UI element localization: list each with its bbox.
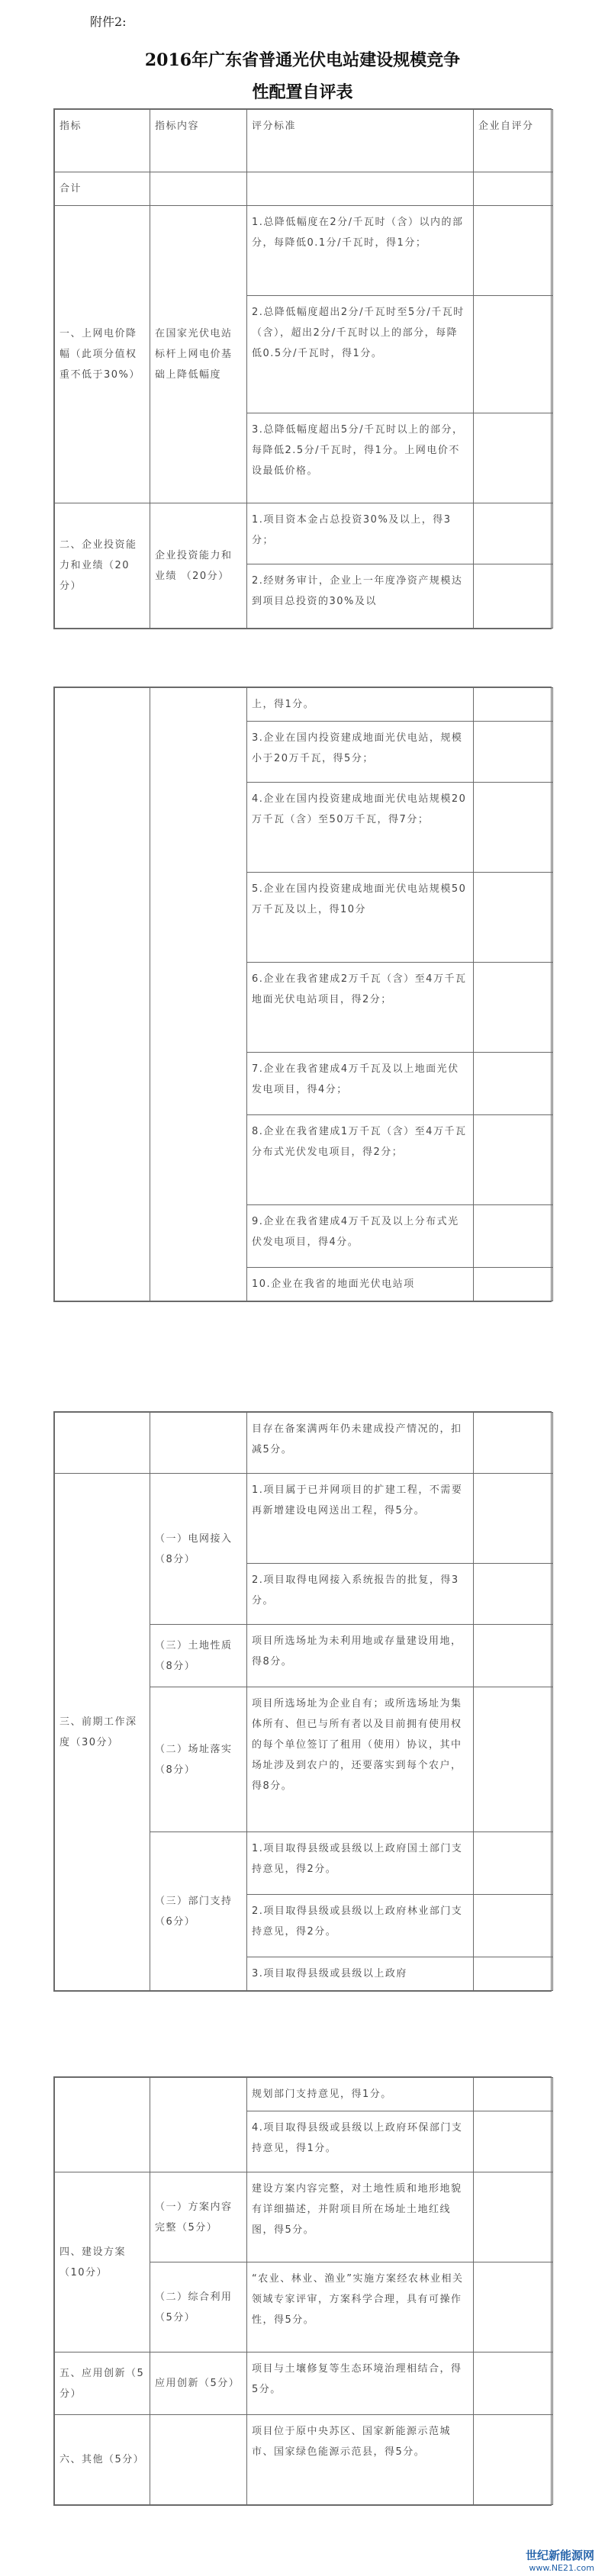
score-cell	[474, 783, 553, 873]
score-cell	[474, 503, 553, 564]
table-row	[55, 503, 553, 564]
table-row	[55, 2415, 553, 2505]
score-cell	[474, 1687, 553, 1832]
header-criteria: 评分标准	[247, 110, 474, 172]
score-cell	[474, 2352, 553, 2415]
criteria-cell: 规划部门支持意见，得1分。	[247, 2078, 474, 2111]
score-cell	[474, 688, 553, 722]
score-cell	[474, 2172, 553, 2262]
criteria-cell: 9.企业在我省建成4万千瓦及以上分布式光伏发电项目，得4分。	[247, 1205, 474, 1268]
header-indicator: 指标	[55, 110, 150, 172]
table-row	[55, 2172, 553, 2262]
score-cell	[474, 1564, 553, 1625]
criteria-cell: 4.企业在国内投资建成地面光伏电站规模20万千瓦（含）至50万千瓦，得7分；	[247, 783, 474, 873]
criteria-cell: 建设方案内容完整，对土地性质和地形地貌有详细描述，并附项目所在场址土地红线图，得5分。	[247, 2172, 474, 2262]
criteria-cell: 6.企业在我省建成2万千瓦（含）至4万千瓦地面光伏电站项目，得2分；	[247, 963, 474, 1053]
criteria-cell: 1.项目属于已并网项目的扩建工程，不需要再新增建设电网送出工程，得5分。	[247, 1474, 474, 1564]
criteria-cell: 2.经财务审计，企业上一年度净资产规模达到项目总投资的30%及以	[247, 564, 474, 629]
criteria-cell: 项目位于原中央苏区、国家新能源示范城市、国家绿色能源示范县，得5分。	[247, 2415, 474, 2505]
table-row	[55, 688, 553, 722]
sub-plan-complete: （一）方案内容完整（5分）	[150, 2172, 247, 2262]
indicator-other: 六、其他（5分）	[55, 2415, 150, 2505]
score-cell	[474, 722, 553, 783]
indicator-plan: 四、建设方案（10分）	[55, 2172, 150, 2352]
score-cell	[474, 1268, 553, 1301]
sub-land-nature: （三）土地性质（8分）	[150, 1625, 247, 1687]
score-cell	[474, 1895, 553, 1957]
criteria-cell: “农业、林业、渔业”实施方案经农林业相关领域专家评审，方案科学合理，具有可操作性，得5分。	[247, 2262, 474, 2352]
criteria-cell: 项目与土壤修复等生态环境治理相结合，得5分。	[247, 2352, 474, 2415]
criteria-cell: 8.企业在我省建成1万千瓦（含）至4万千瓦分布式光伏发电项目，得2分；	[247, 1115, 474, 1205]
total-label: 合计	[55, 172, 150, 206]
score-cell	[474, 2111, 553, 2172]
criteria-cell: 1.总降低幅度在2分/千瓦时（含）以内的部分，每降低0.1分/千瓦时，得1分；	[247, 206, 474, 296]
score-cell	[474, 1474, 553, 1564]
score-cell	[474, 2078, 553, 2111]
score-cell	[474, 1053, 553, 1115]
title-line-2: 性配置自评表	[252, 82, 353, 102]
table-row	[55, 2078, 553, 2111]
table-segment-1	[53, 108, 552, 629]
header-row	[55, 110, 553, 172]
score-cell	[474, 1832, 553, 1895]
score-cell	[474, 413, 553, 503]
score-cell	[474, 873, 553, 963]
criteria-cell: 5.企业在国内投资建成地面光伏电站规模50万千瓦及以上，得10分	[247, 873, 474, 963]
header-self-score: 企业自评分	[474, 110, 553, 172]
score-cell	[474, 1413, 553, 1474]
table-row	[55, 1474, 553, 1564]
criteria-cell: 3.项目取得县级或县级以上政府	[247, 1957, 474, 1991]
criteria-cell: 1.项目取得县级或县级以上政府国土部门支持意见，得2分。	[247, 1832, 474, 1895]
score-cell	[474, 296, 553, 413]
document-title	[53, 44, 552, 108]
sub-grid-access: （一）电网接入（8分）	[150, 1474, 247, 1625]
criteria-cell: 项目所选场址为未利用地或存量建设用地，得8分。	[247, 1625, 474, 1687]
total-row	[55, 172, 553, 206]
indicator-price-cut: 一、上网电价降幅（此项分值权重不低于30%）	[55, 206, 150, 503]
score-cell	[474, 206, 553, 296]
sub-department-support: （三）部门支持（6分）	[150, 1832, 247, 1991]
score-cell	[474, 1115, 553, 1205]
content-innovation: 应用创新（5分）	[150, 2352, 247, 2415]
site-logo	[526, 2547, 594, 2573]
table-row	[55, 2352, 553, 2415]
table-row	[55, 206, 553, 296]
score-cell	[474, 2262, 553, 2352]
criteria-cell: 7.企业在我省建成4万千瓦及以上地面光伏发电项目，得4分；	[247, 1053, 474, 1115]
score-cell	[474, 1625, 553, 1687]
criteria-cell: 2.总降低幅度超出2分/千瓦时至5分/千瓦时（含），超出2分/千瓦时以上的部分，每降低0.5分/千瓦时，得1分。	[247, 296, 474, 413]
table-segment-3	[53, 1411, 552, 1992]
logo-text: 世纪新能源网	[525, 2549, 594, 2562]
criteria-cell: 项目所选场址为企业自有；或所选场址为集体所有、但已与所有者以及目前拥有使用权的每个单位签订了租用（使用）协议，其中场址涉及到农户的，还要落实到每个农户，得8分。	[247, 1687, 474, 1832]
score-cell	[474, 2415, 553, 2505]
table-segment-2	[53, 687, 552, 1302]
criteria-cell: 3.总降低幅度超出5分/千瓦时以上的部分，每降低2.5分/千瓦时，得1分。上网电价不设最低价格。	[247, 413, 474, 503]
score-cell	[474, 564, 553, 629]
sub-comprehensive-use: （二）综合利用（5分）	[150, 2262, 247, 2352]
score-cell	[474, 1957, 553, 1991]
indicator-preparation: 三、前期工作深度（30分）	[55, 1474, 150, 1991]
criteria-cell: 10.企业在我省的地面光伏电站项	[247, 1268, 474, 1301]
table-segment-4	[53, 2076, 552, 2506]
criteria-cell: 2.项目取得县级或县级以上政府林业部门支持意见，得2分。	[247, 1895, 474, 1957]
sub-site: （二）场址落实（8分）	[150, 1687, 247, 1832]
criteria-cell: 4.项目取得县级或县级以上政府环保部门支持意见，得1分。	[247, 2111, 474, 2172]
indicator-innovation: 五、应用创新（5分）	[55, 2352, 150, 2415]
criteria-cell: 2.项目取得电网接入系统报告的批复，得3分。	[247, 1564, 474, 1625]
criteria-cell: 1.项目资本金占总投资30%及以上，得3分；	[247, 503, 474, 564]
header-content: 指标内容	[150, 110, 247, 172]
table-row	[55, 1413, 553, 1474]
attachment-label: 附件2:	[90, 14, 127, 29]
score-cell	[474, 963, 553, 1053]
criteria-cell: 3.企业在国内投资建成地面光伏电站，规模小于20万千瓦，得5分；	[247, 722, 474, 783]
content-investment: 企业投资能力和业绩 （20分）	[150, 503, 247, 629]
logo-url: www.NE21.com	[529, 2563, 594, 2573]
title-line-1: 2016年广东省普通光伏电站建设规模竞争	[144, 50, 461, 70]
indicator-investment: 二、企业投资能力和业绩（20分）	[55, 503, 150, 629]
criteria-cell: 上，得1分。	[247, 688, 474, 722]
content-price-cut: 在国家光伏电站标杆上网电价基础上降低幅度	[150, 206, 247, 503]
criteria-cell: 目存在备案满两年仍未建成投产情况的，扣减5分。	[247, 1413, 474, 1474]
score-cell	[474, 1205, 553, 1268]
